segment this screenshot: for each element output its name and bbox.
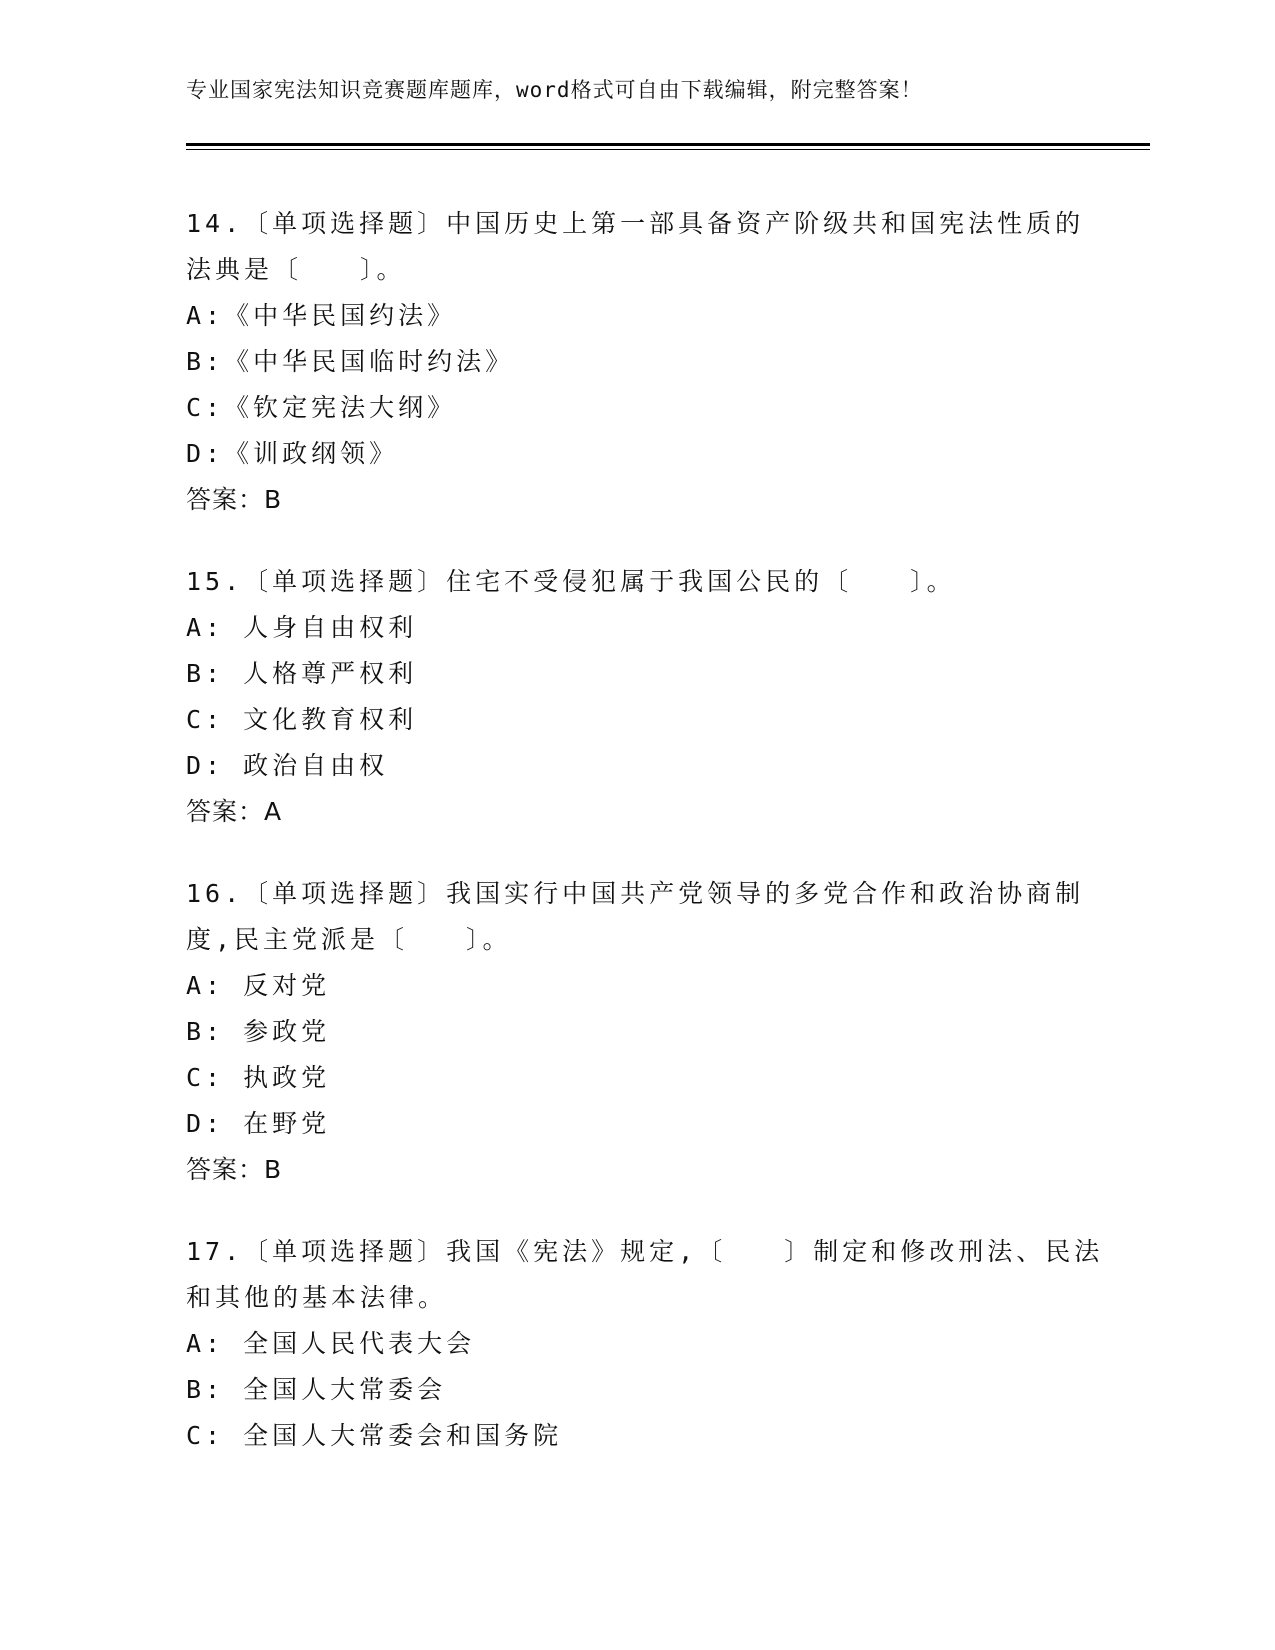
option-c: C: 全国人大常委会和国务院 xyxy=(186,1421,563,1450)
question-stem: 14.〔单项选择题〕中国历史上第一部具备资产阶级共和国宪法性质的 xyxy=(186,209,1085,238)
option-b: B: 参政党 xyxy=(186,1017,331,1046)
answer-line: 答案：B xyxy=(186,1155,283,1184)
question-17 xyxy=(186,1229,1104,1459)
question-stem: 和其他的基本法律。 xyxy=(186,1283,448,1312)
question-stem: 16.〔单项选择题〕我国实行中国共产党领导的多党合作和政治协商制 xyxy=(186,879,1085,908)
option-a: A:《中华民国约法》 xyxy=(186,301,457,330)
question-16 xyxy=(186,871,1086,1193)
option-d: D: 政治自由权 xyxy=(186,751,389,780)
question-list xyxy=(186,201,1104,1495)
option-b: B: 人格尊严权利 xyxy=(186,659,418,688)
option-c: C: 执政党 xyxy=(186,1063,331,1092)
answer-line: 答案：A xyxy=(186,797,283,826)
option-c: C:《钦定宪法大纲》 xyxy=(186,393,457,422)
option-a: A: 反对党 xyxy=(186,971,331,1000)
question-stem: 度,民主党派是〔 〕。 xyxy=(186,925,512,954)
header-rule-thin xyxy=(186,149,1150,150)
option-c: C: 文化教育权利 xyxy=(186,705,418,734)
option-d: D:《训政纲领》 xyxy=(186,439,399,468)
option-d: D: 在野党 xyxy=(186,1109,331,1138)
question-15 xyxy=(186,559,1086,835)
option-a: A: 全国人民代表大会 xyxy=(186,1329,476,1358)
answer-line: 答案：B xyxy=(186,485,283,514)
header-rule-thick xyxy=(186,143,1150,146)
question-14 xyxy=(186,201,1086,523)
option-a: A: 人身自由权利 xyxy=(186,613,418,642)
question-stem: 法典是〔 〕。 xyxy=(186,255,406,284)
option-b: B: 全国人大常委会 xyxy=(186,1375,447,1404)
page-header-text: 专业国家宪法知识竞赛题库题库，word格式可自由下载编辑，附完整答案！ xyxy=(186,78,923,102)
question-stem: 17.〔单项选择题〕我国《宪法》规定,〔 〕制定和修改刑法、民法 xyxy=(186,1237,1104,1266)
question-stem: 15.〔单项选择题〕住宅不受侵犯属于我国公民的〔 〕。 xyxy=(186,567,956,596)
option-b: B:《中华民国临时约法》 xyxy=(186,347,515,376)
